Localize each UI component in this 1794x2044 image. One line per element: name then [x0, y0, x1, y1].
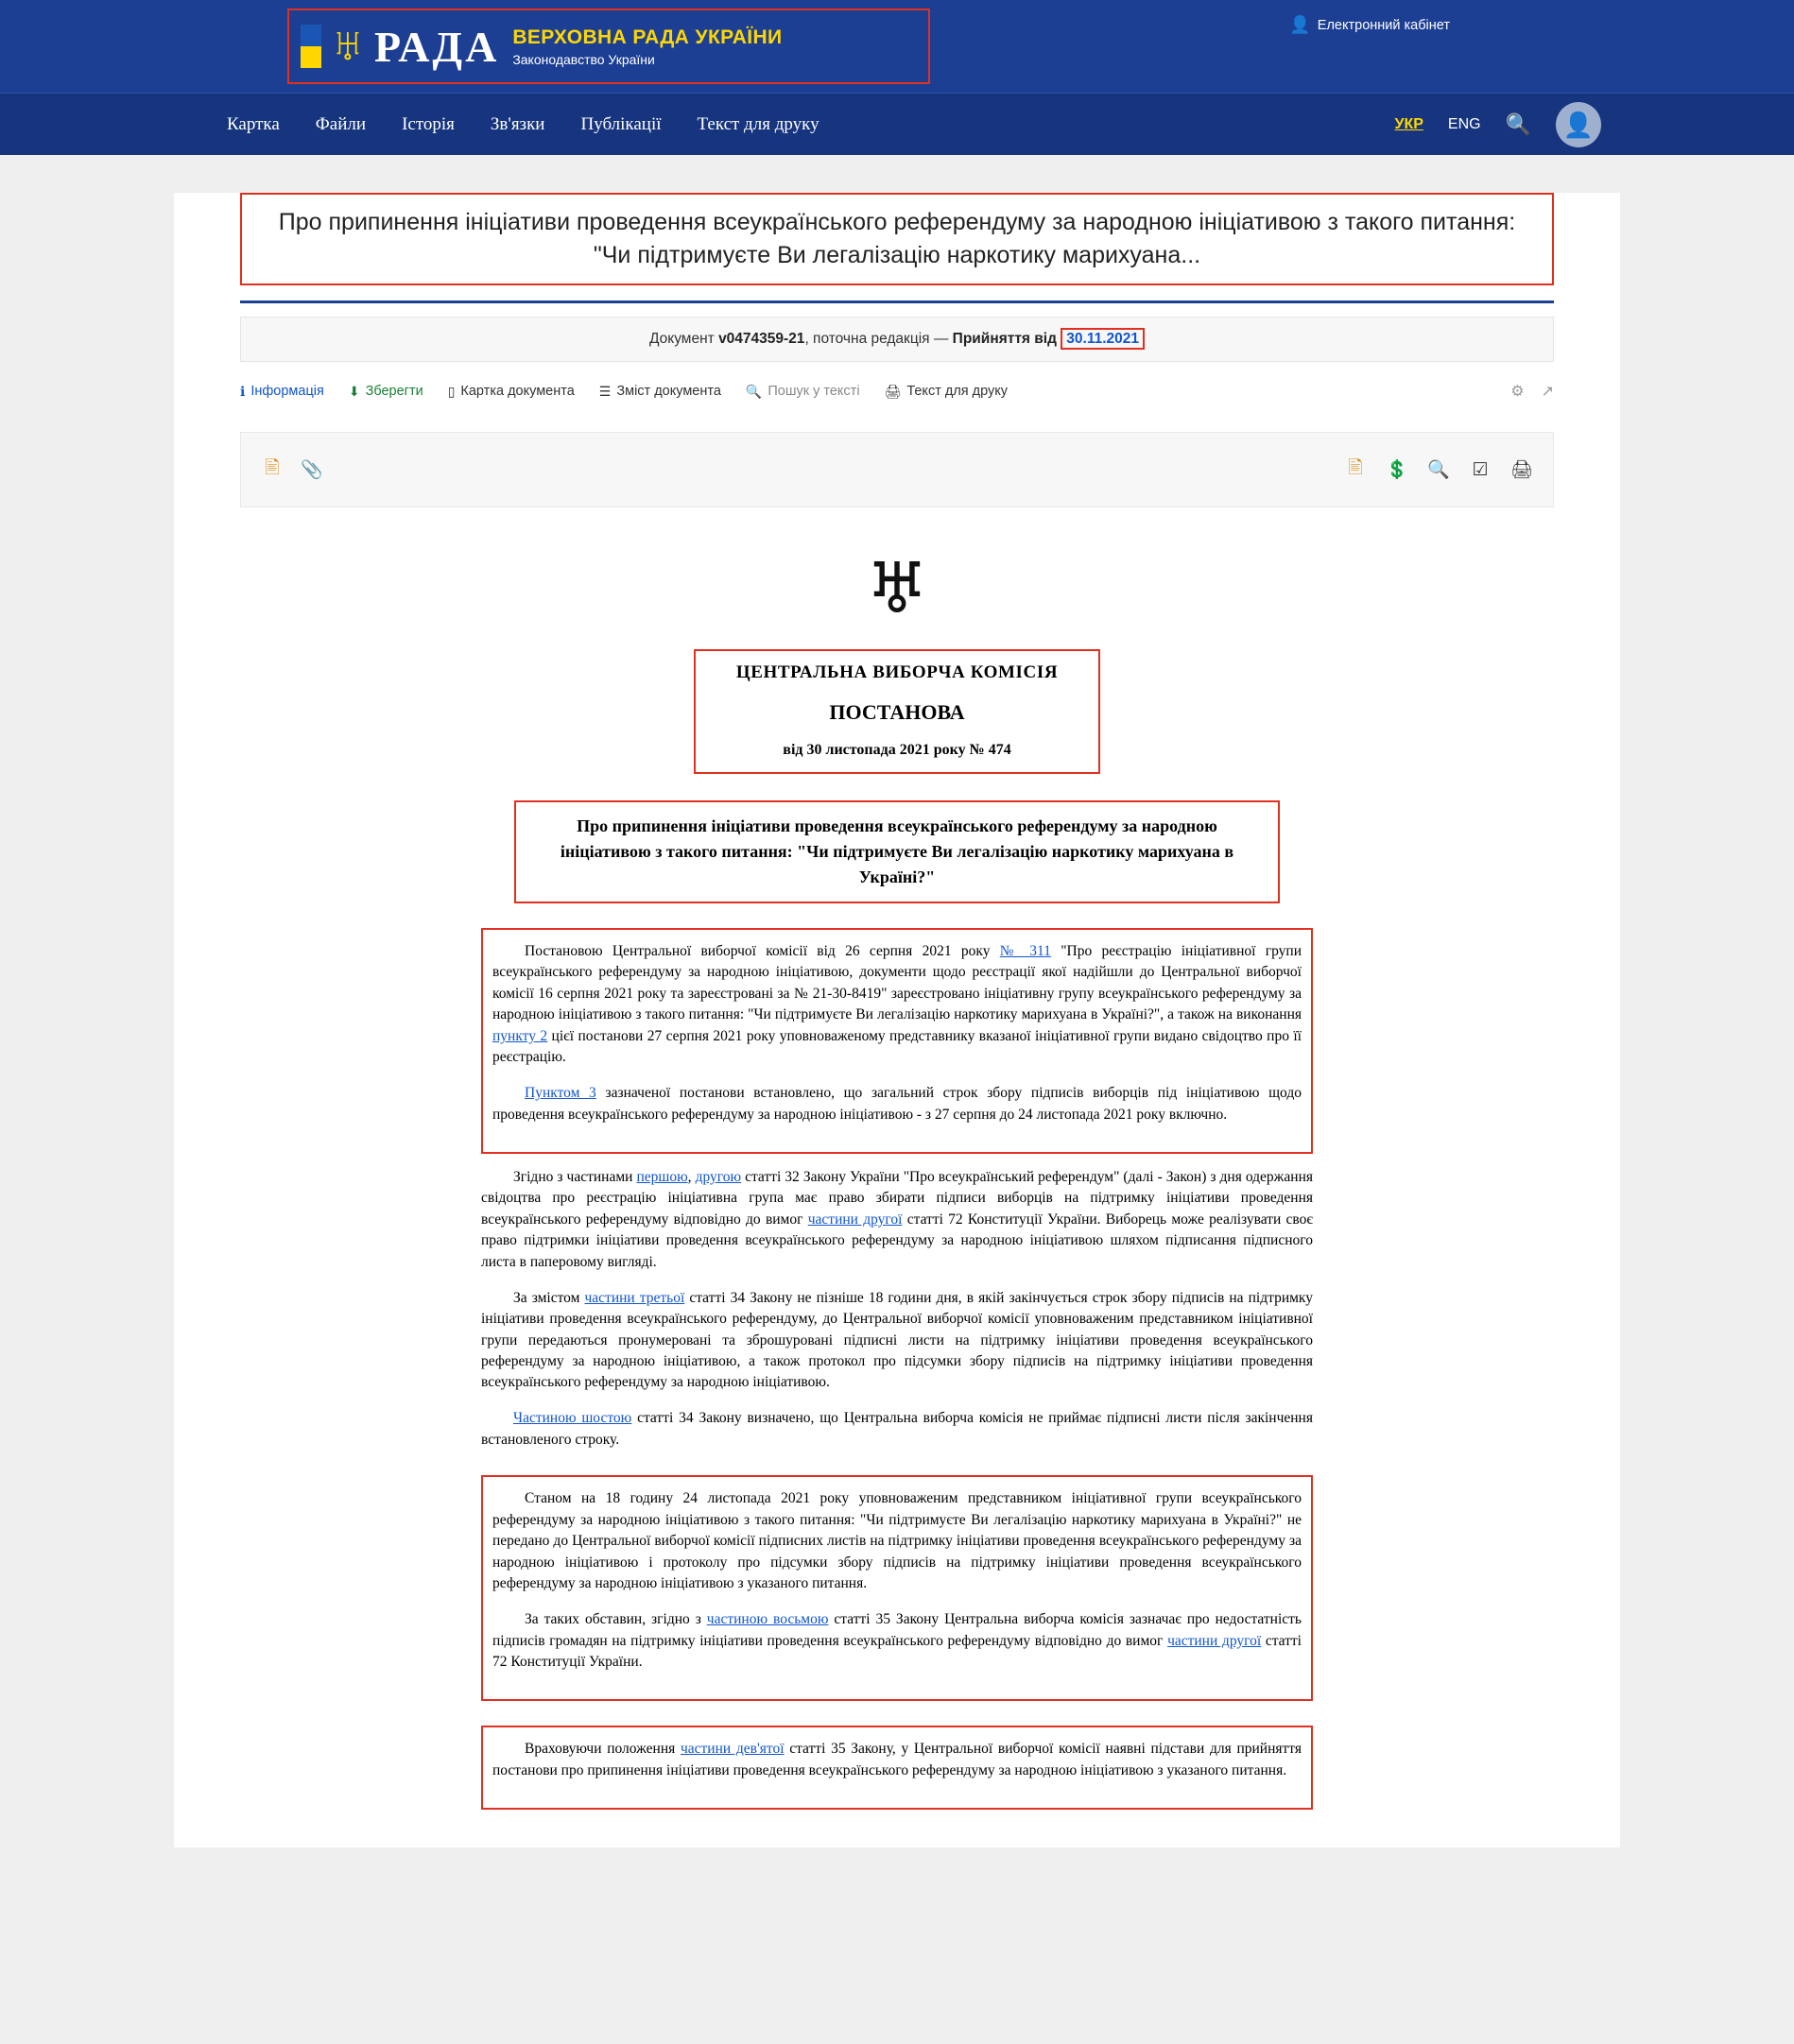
p7-part-a: За таких обставин, згідно з: [525, 1611, 707, 1628]
info-icon: ℹ: [240, 383, 246, 399]
paragraph-5: [481, 1408, 1313, 1451]
document-icon[interactable]: 🖹: [265, 458, 280, 478]
link-part-ninth[interactable]: частини дев'ятої: [680, 1741, 785, 1758]
paragraph-2: [492, 1083, 1302, 1125]
related-document-icon[interactable]: 🖹: [1348, 458, 1363, 478]
logo-wordmark: РАДА: [374, 22, 500, 71]
lang-switch-ukr[interactable]: УКР: [1394, 116, 1423, 132]
p3-part-c: статті 32 Закону України "Про всеукраїнський референдум" (далі - Закон) з дня одержання свідоцтва про реєстрацію ініціативна група має право збирати підписи виборців на підтримку ініціативи проведення всеукраїнського референдуму відповідно до вимог: [481, 1168, 1313, 1228]
link-part-third[interactable]: частини третьої: [584, 1289, 685, 1306]
meta-status: Прийняття від: [952, 331, 1057, 347]
boxed-section-1: [481, 928, 1313, 1154]
p8-part-a: Враховуючи положення: [525, 1741, 681, 1758]
user-circle-icon: 👤: [1289, 15, 1311, 34]
toolbar-contents[interactable]: [599, 384, 721, 400]
p3-part-a: Згідно з частинами: [513, 1168, 637, 1185]
paragraph-7: [492, 1609, 1302, 1673]
checkmark-icon[interactable]: ☑: [1472, 459, 1489, 480]
toolbar-print-label: Текст для друку: [906, 384, 1009, 399]
print-icon[interactable]: 🖨: [1509, 460, 1534, 480]
paragraph-1: [492, 941, 1302, 1069]
document-type: ПОСТАНОВА: [829, 700, 965, 724]
nav-item-links[interactable]: Зв'язки: [490, 114, 545, 134]
nav-item-history[interactable]: Історія: [402, 114, 455, 134]
share-icon[interactable]: ↗: [1541, 384, 1554, 400]
search-icon: 🔍: [745, 383, 763, 399]
logo-line-2: Законодавство України: [512, 51, 655, 67]
coat-of-arms-icon: ♅: [865, 551, 929, 628]
toolbar-search-label: Пошук у тексті: [768, 384, 860, 399]
toolbar-save-label: Зберегти: [365, 384, 423, 399]
title-divider: [240, 301, 1554, 303]
avatar[interactable]: 👤: [1556, 102, 1601, 147]
content-area: [174, 193, 1620, 1847]
printer-icon: 🖨: [884, 383, 902, 399]
document-icon-panel: [240, 432, 1554, 507]
nav-item-print-text[interactable]: Текст для друку: [697, 114, 819, 134]
toolbar-info-label: Інформація: [250, 384, 324, 399]
attachment-icon[interactable]: 📎: [301, 460, 323, 480]
p7-part-b: статті 35 Закону Центральна виборча комісія зазначає про недостатність підписів громадян на підтримку ініціативи проведення всеукраїнського референдуму відповідно до вимог: [492, 1611, 1302, 1649]
p1-part-a: Постановою Центральної виборчої комісії від 26 серпня 2021 року: [525, 943, 1000, 959]
meta-date: 30.11.2021: [1061, 328, 1145, 350]
document-date-number: від 30 листопада 2021 року № 474: [783, 742, 1011, 758]
document-subject: Про припинення ініціативи проведення всеукраїнського референдуму за народною ініціативою з такого питання: "Чи підтримуєте Ви легалізацію наркотику марихуана в Україні?": [514, 800, 1280, 903]
trident-icon: ♅: [330, 18, 366, 71]
meta-prefix: Документ: [648, 331, 715, 347]
page-title-box: [240, 193, 1554, 285]
cabinet-label: Електронний кабінет: [1317, 17, 1450, 33]
link-part-second[interactable]: другою: [695, 1168, 742, 1185]
currency-document-icon[interactable]: 💲: [1386, 460, 1408, 480]
meta-document-id: v0474359-21: [718, 331, 805, 347]
paragraph-4: [481, 1288, 1313, 1394]
search-icon[interactable]: 🔍: [1505, 112, 1531, 136]
link-part-first[interactable]: першою: [636, 1168, 688, 1185]
paragraph-3: [481, 1167, 1313, 1273]
site-logo[interactable]: [287, 9, 930, 84]
logo-line-1: ВЕРХОВНА РАДА УКРАЇНИ: [512, 26, 783, 48]
toolbar-contents-label: Зміст документа: [616, 384, 721, 399]
boxed-section-3: [481, 1726, 1313, 1809]
document-header-box: [694, 649, 1100, 774]
document-toolbar: [240, 379, 1554, 404]
toolbar-info[interactable]: [240, 384, 324, 400]
boxed-section-2: [481, 1475, 1313, 1701]
paragraph-6: Станом на 18 годину 24 листопада 2021 року уповноваженим представником ініціативної групи всеукраїнського референдуму за народною ініціативою з такого питання: "Чи підтримуєте Ви легалізацію наркотику марихуана в Україні?" не передано до Центральної виборчої комісії підписних листів на підтримку ініціативи проведення всеукраїнського референдуму за народною ініціативою і протоколу про підсумки збору підписів на підтримку ініціативи проведення всеукраїнського референдуму за народною ініціативою з указаного питання.: [492, 1490, 1302, 1592]
cabinet-link[interactable]: [1289, 15, 1450, 35]
toolbar-print-text[interactable]: [885, 384, 1009, 400]
card-icon: ▯: [447, 383, 456, 399]
p4-part-b: статті 34 Закону не пізніше 18 години дня, в якій закінчується строк збору підписів на підтримку ініціативи проведення всеукраїнського референдуму, до Центральної виборчої комісії уповноваженим представником ініціативної групи передаються пронумеровані та зброшуровані підписні листи на підтримку ініціативи проведення всеукраїнського референдуму за народною ініціативою, а також протокол про підсумки збору підписів на підтримку ініціативи проведення всеукраїнського референдуму за народною ініціативою.: [481, 1289, 1313, 1391]
p8-part-b: статті 35 Закону, у Центральної виборчої комісії наявні підстави для прийняття постанови про припинення ініціативи проведення всеукраїнського референдуму за народною ініціативою з указаного питання.: [492, 1741, 1302, 1778]
p4-part-a: За змістом: [513, 1289, 585, 1306]
paragraph-8: [492, 1739, 1302, 1781]
meta-middle: , поточна редакція —: [804, 331, 949, 347]
document-body: [481, 551, 1314, 1810]
toolbar-search-in-text[interactable]: [746, 384, 860, 400]
nav-item-publications[interactable]: Публікації: [580, 114, 662, 134]
link-part-sixth[interactable]: Частиною шостою: [513, 1410, 632, 1427]
toolbar-save[interactable]: [349, 384, 423, 400]
list-icon: ☰: [598, 383, 612, 399]
p2-text: зазначеної постанови встановлено, що загальний строк збору підписів виборців під ініціативою щодо проведення всеукраїнського референдуму за народною ініціативою - з 27 серпня до 24 листопада 2021 року включно.: [492, 1085, 1302, 1123]
p1-part-b: "Про реєстрацію ініціативної групи всеукраїнського референдуму за народною ініціативою, документи щодо реєстрації якої надійшли до Центральної виборчої комісії 16 серпня 2021 року та зареєстровані за № 21-30-8419" зареєстровано ініціативну групу всеукраїнського референдуму за народною ініціативою з такого питання: "Чи підтримуєте Ви легалізацію наркотику марихуана в Україні?", а також на виконання: [492, 943, 1302, 1023]
toolbar-card[interactable]: [448, 384, 575, 400]
link-part-eighth[interactable]: частиною восьмою: [706, 1611, 829, 1628]
p1-part-c: цієї постанови 27 серпня 2021 року уповноваженому представнику вказаної ініціативної групи видано свідоцтво про її реєстрацію.: [492, 1027, 1302, 1066]
link-point-3[interactable]: Пунктом 3: [525, 1085, 596, 1102]
magnifier-icon[interactable]: 🔍: [1427, 460, 1450, 480]
toolbar-card-label: Картка документа: [460, 384, 575, 399]
nav-item-card[interactable]: Картка: [227, 114, 280, 134]
p3-part-d: статті 72 Конституції України. Виборець може реалізувати своє право підтримки ініціативи проведення всеукраїнського референдуму за народною ініціативою шляхом підписання підписного листа в паперовому вигляді.: [481, 1211, 1314, 1270]
document-status-bar: [240, 317, 1554, 362]
link-point-2[interactable]: пункту 2: [492, 1027, 548, 1044]
p5-text: статті 34 Закону визначено, що Центральна виборча комісія не приймає підписні листи після закінчення встановленого строку.: [481, 1410, 1313, 1448]
p7-part-c: статті 72 Конституції України.: [492, 1632, 1302, 1671]
flag-icon: [301, 25, 321, 68]
settings-gear-icon[interactable]: ⚙: [1510, 384, 1525, 400]
link-part-second-art72[interactable]: частини другої: [1167, 1632, 1262, 1649]
nav-item-files[interactable]: Файли: [315, 114, 367, 134]
link-resolution-311[interactable]: № 311: [999, 943, 1051, 959]
link-part-two-art72[interactable]: частини другої: [807, 1211, 903, 1228]
issuing-body: ЦЕНТРАЛЬНА ВИБОРЧА КОМІСІЯ: [735, 662, 1059, 682]
page-title: Про припинення ініціативи проведення всеукраїнського референдуму за народною ініціативою з такого питання: "Чи підтримуєте Ви легалізацію наркотику марихуана...: [278, 209, 1516, 268]
lang-switch-eng[interactable]: ENG: [1447, 116, 1481, 132]
site-header: [0, 0, 1794, 93]
main-nav: [0, 93, 1794, 155]
download-icon: ⬇: [348, 383, 360, 399]
p3-part-b: ,: [687, 1168, 696, 1185]
